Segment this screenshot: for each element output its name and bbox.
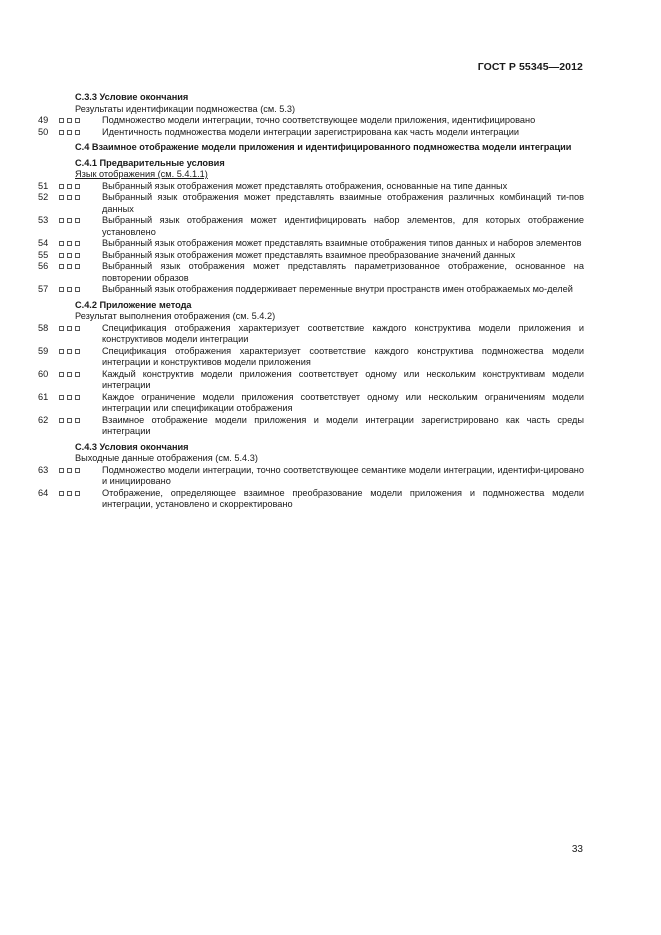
checkbox-icon[interactable]	[59, 349, 64, 354]
checkbox-icon[interactable]	[59, 287, 64, 292]
subsection-heading: С.4.1 Предварительные условия	[75, 157, 225, 168]
item-number: 61	[38, 391, 49, 402]
checkbox-icon[interactable]	[67, 326, 72, 331]
checklist-item	[38, 465, 584, 488]
checkbox-group	[58, 238, 102, 246]
checkbox-icon[interactable]	[75, 418, 80, 423]
checkbox-group	[58, 346, 102, 354]
checkbox-icon[interactable]	[59, 218, 64, 223]
item-text: Взаимное отображение модели приложения и модели интеграции зарегистрировано как часть среды интеграции	[102, 414, 584, 436]
checkbox-icon[interactable]	[75, 468, 80, 473]
checkbox-icon[interactable]	[59, 264, 64, 269]
checkbox-group	[58, 261, 102, 269]
checkbox-icon[interactable]	[75, 195, 80, 200]
checkbox-icon[interactable]	[75, 349, 80, 354]
checkbox-icon[interactable]	[67, 184, 72, 189]
item-text: Каждый конструктив модели приложения соответствует одному или нескольким конструктивам модели интеграции	[102, 368, 584, 390]
item-text: Выбранный язык отображения поддерживает переменные внутри пространств имен отображаемых мо-делей	[102, 284, 573, 294]
item-number: 58	[38, 322, 49, 333]
checkbox-icon[interactable]	[59, 395, 64, 400]
section-subtitle: Язык отображения (см. 5.4.1.1)	[75, 169, 208, 179]
item-text: Спецификация отображения характеризует соответствие каждого конструктива модели приложения и конструктивов модели интеграции	[102, 322, 584, 344]
checkbox-icon[interactable]	[75, 395, 80, 400]
checkbox-icon[interactable]	[59, 253, 64, 258]
subsection-heading: С.3.3 Условие окончания	[75, 92, 189, 102]
checkbox-icon[interactable]	[67, 241, 72, 246]
checkbox-group	[58, 415, 102, 423]
checkbox-icon[interactable]	[75, 218, 80, 223]
checkbox-group	[58, 181, 102, 189]
checkbox-icon[interactable]	[75, 491, 80, 496]
item-text: Каждое ограничение модели приложения соответствует одному или нескольким ограничениям модели интеграции или спецификации отображения	[102, 391, 584, 413]
section-subtitle: Результат выполнения отображения (см. 5.4.2)	[75, 311, 276, 321]
checklist-item	[38, 238, 584, 250]
checkbox-group	[58, 250, 102, 258]
checkbox-icon[interactable]	[67, 491, 72, 496]
checkbox-icon[interactable]	[67, 195, 72, 200]
checkbox-icon[interactable]	[75, 287, 80, 292]
item-text: Подмножество модели интеграции, точно соответствующее семантике модели интеграции, идентифи-цировано и инициировано	[102, 464, 584, 486]
checkbox-icon[interactable]	[59, 130, 64, 135]
subsection-heading: С.4.2 Приложение метода	[75, 299, 192, 310]
item-number: 57	[38, 284, 49, 294]
checklist-item	[38, 488, 584, 511]
checklist-item	[38, 346, 584, 369]
item-text: Выбранный язык отображения может идентифицировать набор элементов, для которых отображение установлено	[102, 215, 584, 237]
checklist-item	[38, 415, 584, 438]
checkbox-icon[interactable]	[59, 372, 64, 377]
section-subtitle: Выходные данные отображения (см. 5.4.3)	[75, 453, 258, 463]
section-subtitle: Результаты идентификации подмножества (см. 5.3)	[75, 103, 296, 114]
checkbox-group	[58, 392, 102, 400]
checkbox-group	[58, 115, 102, 123]
checkbox-icon[interactable]	[59, 326, 64, 331]
checkbox-icon[interactable]	[75, 184, 80, 189]
checklist-item	[38, 323, 584, 346]
item-number: 63	[38, 464, 49, 475]
item-number: 55	[38, 249, 49, 260]
item-number: 53	[38, 215, 49, 225]
item-text: Идентичность подмножества модели интеграции зарегистрирована как часть модели интеграции	[102, 126, 520, 137]
checkbox-icon[interactable]	[67, 418, 72, 423]
item-number: 56	[38, 261, 49, 271]
checkbox-group	[58, 323, 102, 331]
checkbox-icon[interactable]	[75, 118, 80, 123]
checkbox-icon[interactable]	[67, 468, 72, 473]
checkbox-icon[interactable]	[67, 264, 72, 269]
item-number: 51	[38, 180, 49, 191]
item-number: 52	[38, 192, 49, 202]
checkbox-icon[interactable]	[67, 130, 72, 135]
checklist-item	[38, 192, 584, 215]
checkbox-group	[58, 215, 102, 223]
checkbox-group	[58, 369, 102, 377]
item-text: Отображение, определяющее взаимное преобразование модели приложения и подмножества модели интеграции, установлено и скорректировано	[102, 487, 584, 509]
checkbox-icon[interactable]	[67, 372, 72, 377]
checkbox-group	[58, 284, 102, 292]
checkbox-icon[interactable]	[75, 372, 80, 377]
item-text: Выбранный язык отображения может представлять взаимные отображения типов данных и наборов элементов	[102, 238, 582, 248]
checkbox-group	[58, 192, 102, 200]
section-heading: С.4 Взаимное отображение модели приложения и идентифицированного подмножества модели интеграции	[75, 142, 572, 152]
checkbox-icon[interactable]	[59, 418, 64, 423]
checklist-item	[38, 127, 584, 139]
checkbox-group	[58, 488, 102, 496]
item-text: Спецификация отображения характеризует соответствие каждого конструктива подмножества модели интеграции и конструктивов модели приложения	[102, 345, 584, 367]
checkbox-icon[interactable]	[75, 130, 80, 135]
item-number: 54	[38, 238, 49, 248]
checkbox-icon[interactable]	[75, 326, 80, 331]
checklist-item	[38, 215, 584, 238]
checklist-item	[38, 369, 584, 392]
checkbox-icon[interactable]	[67, 287, 72, 292]
checkbox-group	[58, 465, 102, 473]
item-text: Подмножество модели интеграции, точно соответствующее модели приложения, идентифицировано	[102, 115, 536, 125]
checklist-item	[38, 284, 584, 296]
item-number: 50	[38, 126, 49, 137]
item-text: Выбранный язык отображения может представлять отображения, основанные на типе данных	[102, 180, 508, 191]
item-number: 59	[38, 345, 49, 356]
subsection-heading: С.4.3 Условия окончания	[75, 441, 189, 452]
document-body	[38, 92, 584, 511]
checkbox-icon[interactable]	[59, 118, 64, 123]
checklist-item	[38, 261, 584, 284]
item-number: 62	[38, 414, 49, 425]
checkbox-icon[interactable]	[75, 253, 80, 258]
checklist-item	[38, 250, 584, 262]
checkbox-icon[interactable]	[75, 264, 80, 269]
page-number: 33	[571, 844, 583, 855]
item-number: 64	[38, 487, 49, 498]
checkbox-icon[interactable]	[59, 468, 64, 473]
checkbox-icon[interactable]	[59, 184, 64, 189]
checkbox-icon[interactable]	[59, 195, 64, 200]
checkbox-group	[58, 127, 102, 135]
checkbox-icon[interactable]	[59, 491, 64, 496]
document-id: ГОСТ Р 55345—2012	[477, 61, 583, 73]
item-text: Выбранный язык отображения может представлять взаимное преобразование значений данных	[102, 249, 516, 260]
checkbox-icon[interactable]	[67, 218, 72, 223]
item-number: 60	[38, 368, 49, 379]
checkbox-icon[interactable]	[67, 395, 72, 400]
checklist-item	[38, 181, 584, 193]
checkbox-icon[interactable]	[75, 241, 80, 246]
item-text: Выбранный язык отображения может представлять взаимные отображения различных комбинаций ти-пов данных	[102, 192, 584, 214]
checklist-item	[38, 392, 584, 415]
item-number: 49	[38, 115, 49, 125]
item-text: Выбранный язык отображения может представлять параметризованное отображение, основанное на повторении образов	[102, 261, 584, 283]
checkbox-icon[interactable]	[67, 349, 72, 354]
checkbox-icon[interactable]	[67, 253, 72, 258]
checklist-item	[38, 115, 584, 127]
checkbox-icon[interactable]	[67, 118, 72, 123]
checkbox-icon[interactable]	[59, 241, 64, 246]
